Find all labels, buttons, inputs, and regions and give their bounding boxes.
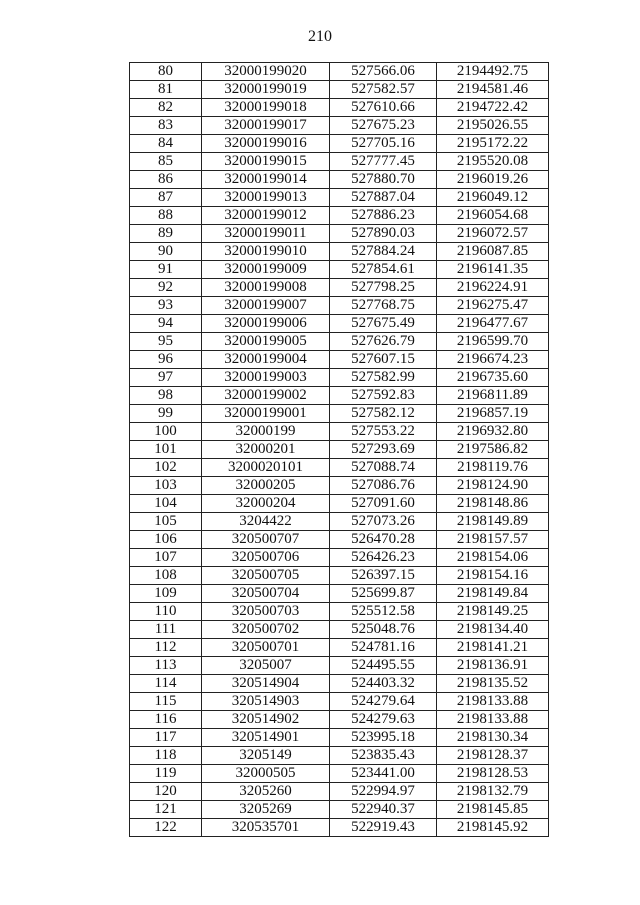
x-coordinate-cell: 527582.57 [330, 81, 437, 99]
point-code-cell: 320500704 [202, 585, 330, 603]
point-number-cell: 98 [130, 387, 202, 405]
point-code-cell: 320500701 [202, 639, 330, 657]
point-number-cell: 81 [130, 81, 202, 99]
x-coordinate-cell: 525699.87 [330, 585, 437, 603]
y-coordinate-cell: 2196087.85 [437, 243, 549, 261]
point-code-cell: 320500706 [202, 549, 330, 567]
table-row [130, 567, 549, 585]
y-coordinate-cell: 2196932.80 [437, 423, 549, 441]
point-number-cell: 108 [130, 567, 202, 585]
point-number-cell: 111 [130, 621, 202, 639]
point-number-cell: 105 [130, 513, 202, 531]
table-row [130, 819, 549, 837]
point-number-cell: 119 [130, 765, 202, 783]
point-code-cell: 32000505 [202, 765, 330, 783]
table-row [130, 279, 549, 297]
x-coordinate-cell: 527886.23 [330, 207, 437, 225]
page-number: 210 [308, 28, 332, 45]
x-coordinate-cell: 527777.45 [330, 153, 437, 171]
x-coordinate-cell: 525048.76 [330, 621, 437, 639]
x-coordinate-cell: 527675.49 [330, 315, 437, 333]
point-code-cell: 32000199018 [202, 99, 330, 117]
table-row [130, 549, 549, 567]
point-code-cell: 320500703 [202, 603, 330, 621]
point-code-cell: 32000199016 [202, 135, 330, 153]
y-coordinate-cell: 2195172.22 [437, 135, 549, 153]
point-code-cell: 32000199017 [202, 117, 330, 135]
table-row [130, 639, 549, 657]
point-number-cell: 88 [130, 207, 202, 225]
y-coordinate-cell: 2198149.84 [437, 585, 549, 603]
x-coordinate-cell: 527890.03 [330, 225, 437, 243]
point-code-cell: 3205149 [202, 747, 330, 765]
x-coordinate-cell: 527854.61 [330, 261, 437, 279]
y-coordinate-cell: 2196857.19 [437, 405, 549, 423]
point-code-cell: 32000199002 [202, 387, 330, 405]
y-coordinate-cell: 2196141.35 [437, 261, 549, 279]
table-row [130, 369, 549, 387]
point-number-cell: 87 [130, 189, 202, 207]
point-number-cell: 100 [130, 423, 202, 441]
point-code-cell: 32000199009 [202, 261, 330, 279]
table-row [130, 243, 549, 261]
x-coordinate-cell: 524495.55 [330, 657, 437, 675]
point-code-cell: 32000199007 [202, 297, 330, 315]
x-coordinate-cell: 527887.04 [330, 189, 437, 207]
point-number-cell: 106 [130, 531, 202, 549]
x-coordinate-cell: 522994.97 [330, 783, 437, 801]
x-coordinate-cell: 527582.99 [330, 369, 437, 387]
point-code-cell: 32000199004 [202, 351, 330, 369]
point-number-cell: 94 [130, 315, 202, 333]
y-coordinate-cell: 2198119.76 [437, 459, 549, 477]
x-coordinate-cell: 522940.37 [330, 801, 437, 819]
table-row [130, 423, 549, 441]
point-code-cell: 320514902 [202, 711, 330, 729]
point-code-cell: 32000199005 [202, 333, 330, 351]
y-coordinate-cell: 2198132.79 [437, 783, 549, 801]
point-number-cell: 103 [130, 477, 202, 495]
point-number-cell: 120 [130, 783, 202, 801]
table-row [130, 333, 549, 351]
table-row [130, 585, 549, 603]
y-coordinate-cell: 2198157.57 [437, 531, 549, 549]
y-coordinate-cell: 2194492.75 [437, 63, 549, 81]
y-coordinate-cell: 2198124.90 [437, 477, 549, 495]
table-row [130, 531, 549, 549]
x-coordinate-cell: 523995.18 [330, 729, 437, 747]
point-code-cell: 32000199011 [202, 225, 330, 243]
y-coordinate-cell: 2198130.34 [437, 729, 549, 747]
point-number-cell: 104 [130, 495, 202, 513]
point-code-cell: 3204422 [202, 513, 330, 531]
y-coordinate-cell: 2196072.57 [437, 225, 549, 243]
point-number-cell: 97 [130, 369, 202, 387]
point-number-cell: 114 [130, 675, 202, 693]
x-coordinate-cell: 527798.25 [330, 279, 437, 297]
table-row [130, 513, 549, 531]
table-row [130, 153, 549, 171]
point-code-cell: 32000199014 [202, 171, 330, 189]
point-number-cell: 113 [130, 657, 202, 675]
x-coordinate-cell: 524781.16 [330, 639, 437, 657]
x-coordinate-cell: 527582.12 [330, 405, 437, 423]
y-coordinate-cell: 2198154.16 [437, 567, 549, 585]
x-coordinate-cell: 526397.15 [330, 567, 437, 585]
point-code-cell: 32000204 [202, 495, 330, 513]
point-code-cell: 3200020101 [202, 459, 330, 477]
table-row [130, 135, 549, 153]
point-code-cell: 32000199001 [202, 405, 330, 423]
point-number-cell: 80 [130, 63, 202, 81]
x-coordinate-cell: 527626.79 [330, 333, 437, 351]
x-coordinate-cell: 527592.83 [330, 387, 437, 405]
point-code-cell: 320500707 [202, 531, 330, 549]
point-code-cell: 32000199020 [202, 63, 330, 81]
point-number-cell: 96 [130, 351, 202, 369]
x-coordinate-cell: 524279.64 [330, 693, 437, 711]
x-coordinate-cell: 526426.23 [330, 549, 437, 567]
x-coordinate-cell: 527675.23 [330, 117, 437, 135]
table-row [130, 99, 549, 117]
table-row [130, 171, 549, 189]
point-code-cell: 320535701 [202, 819, 330, 837]
point-code-cell: 32000199006 [202, 315, 330, 333]
x-coordinate-cell: 527553.22 [330, 423, 437, 441]
y-coordinate-cell: 2195026.55 [437, 117, 549, 135]
table-row [130, 261, 549, 279]
table-row [130, 189, 549, 207]
x-coordinate-cell: 527293.69 [330, 441, 437, 459]
y-coordinate-cell: 2198148.86 [437, 495, 549, 513]
point-code-cell: 32000199008 [202, 279, 330, 297]
y-coordinate-cell: 2198145.85 [437, 801, 549, 819]
point-number-cell: 82 [130, 99, 202, 117]
table-row [130, 315, 549, 333]
y-coordinate-cell: 2196811.89 [437, 387, 549, 405]
y-coordinate-cell: 2198149.89 [437, 513, 549, 531]
y-coordinate-cell: 2196275.47 [437, 297, 549, 315]
table-row [130, 459, 549, 477]
point-number-cell: 102 [130, 459, 202, 477]
x-coordinate-cell: 527705.16 [330, 135, 437, 153]
table-row [130, 675, 549, 693]
point-number-cell: 93 [130, 297, 202, 315]
y-coordinate-cell: 2198128.53 [437, 765, 549, 783]
y-coordinate-cell: 2198134.40 [437, 621, 549, 639]
table-row [130, 81, 549, 99]
point-number-cell: 89 [130, 225, 202, 243]
point-number-cell: 84 [130, 135, 202, 153]
y-coordinate-cell: 2196599.70 [437, 333, 549, 351]
point-number-cell: 85 [130, 153, 202, 171]
y-coordinate-cell: 2198133.88 [437, 711, 549, 729]
y-coordinate-cell: 2194581.46 [437, 81, 549, 99]
table-row [130, 603, 549, 621]
y-coordinate-cell: 2198133.88 [437, 693, 549, 711]
y-coordinate-cell: 2198145.92 [437, 819, 549, 837]
table-row [130, 729, 549, 747]
table-row [130, 477, 549, 495]
y-coordinate-cell: 2198128.37 [437, 747, 549, 765]
x-coordinate-cell: 523441.00 [330, 765, 437, 783]
table-row [130, 351, 549, 369]
point-number-cell: 117 [130, 729, 202, 747]
table-row [130, 63, 549, 81]
point-code-cell: 32000199 [202, 423, 330, 441]
point-number-cell: 95 [130, 333, 202, 351]
point-number-cell: 122 [130, 819, 202, 837]
point-number-cell: 107 [130, 549, 202, 567]
table-row [130, 387, 549, 405]
table-row [130, 207, 549, 225]
y-coordinate-cell: 2195520.08 [437, 153, 549, 171]
point-code-cell: 32000199010 [202, 243, 330, 261]
x-coordinate-cell: 526470.28 [330, 531, 437, 549]
x-coordinate-cell: 527073.26 [330, 513, 437, 531]
point-number-cell: 92 [130, 279, 202, 297]
point-number-cell: 83 [130, 117, 202, 135]
point-number-cell: 91 [130, 261, 202, 279]
point-code-cell: 32000199019 [202, 81, 330, 99]
x-coordinate-cell: 527880.70 [330, 171, 437, 189]
table-row [130, 711, 549, 729]
y-coordinate-cell: 2196224.91 [437, 279, 549, 297]
x-coordinate-cell: 525512.58 [330, 603, 437, 621]
coordinate-table [129, 62, 549, 837]
point-code-cell: 32000199015 [202, 153, 330, 171]
table-row [130, 405, 549, 423]
table-row [130, 225, 549, 243]
x-coordinate-cell: 527566.06 [330, 63, 437, 81]
x-coordinate-cell: 527088.74 [330, 459, 437, 477]
table-row [130, 747, 549, 765]
table-row [130, 783, 549, 801]
table-row [130, 765, 549, 783]
x-coordinate-cell: 527610.66 [330, 99, 437, 117]
y-coordinate-cell: 2198154.06 [437, 549, 549, 567]
point-code-cell: 320514904 [202, 675, 330, 693]
coordinate-table-body [130, 63, 549, 837]
point-code-cell: 32000199012 [202, 207, 330, 225]
y-coordinate-cell: 2197586.82 [437, 441, 549, 459]
point-number-cell: 121 [130, 801, 202, 819]
point-number-cell: 86 [130, 171, 202, 189]
point-code-cell: 320500705 [202, 567, 330, 585]
y-coordinate-cell: 2196019.26 [437, 171, 549, 189]
y-coordinate-cell: 2196674.23 [437, 351, 549, 369]
point-code-cell: 32000205 [202, 477, 330, 495]
x-coordinate-cell: 522919.43 [330, 819, 437, 837]
y-coordinate-cell: 2198135.52 [437, 675, 549, 693]
point-code-cell: 3205269 [202, 801, 330, 819]
y-coordinate-cell: 2196735.60 [437, 369, 549, 387]
y-coordinate-cell: 2196054.68 [437, 207, 549, 225]
point-code-cell: 3205260 [202, 783, 330, 801]
point-number-cell: 118 [130, 747, 202, 765]
point-code-cell: 320500702 [202, 621, 330, 639]
y-coordinate-cell: 2196477.67 [437, 315, 549, 333]
point-code-cell: 320514903 [202, 693, 330, 711]
table-row [130, 297, 549, 315]
table-row [130, 657, 549, 675]
x-coordinate-cell: 523835.43 [330, 747, 437, 765]
point-code-cell: 32000201 [202, 441, 330, 459]
point-number-cell: 101 [130, 441, 202, 459]
table-row [130, 117, 549, 135]
point-code-cell: 32000199013 [202, 189, 330, 207]
y-coordinate-cell: 2198149.25 [437, 603, 549, 621]
point-number-cell: 109 [130, 585, 202, 603]
point-code-cell: 3205007 [202, 657, 330, 675]
x-coordinate-cell: 527768.75 [330, 297, 437, 315]
y-coordinate-cell: 2196049.12 [437, 189, 549, 207]
x-coordinate-cell: 527086.76 [330, 477, 437, 495]
table-row [130, 621, 549, 639]
point-code-cell: 320514901 [202, 729, 330, 747]
x-coordinate-cell: 527607.15 [330, 351, 437, 369]
table-row [130, 495, 549, 513]
x-coordinate-cell: 527884.24 [330, 243, 437, 261]
table-row [130, 441, 549, 459]
table-row [130, 801, 549, 819]
x-coordinate-cell: 527091.60 [330, 495, 437, 513]
point-number-cell: 90 [130, 243, 202, 261]
point-number-cell: 110 [130, 603, 202, 621]
point-number-cell: 116 [130, 711, 202, 729]
point-number-cell: 99 [130, 405, 202, 423]
y-coordinate-cell: 2194722.42 [437, 99, 549, 117]
point-number-cell: 115 [130, 693, 202, 711]
point-code-cell: 32000199003 [202, 369, 330, 387]
x-coordinate-cell: 524279.63 [330, 711, 437, 729]
point-number-cell: 112 [130, 639, 202, 657]
x-coordinate-cell: 524403.32 [330, 675, 437, 693]
table-row [130, 693, 549, 711]
y-coordinate-cell: 2198136.91 [437, 657, 549, 675]
y-coordinate-cell: 2198141.21 [437, 639, 549, 657]
